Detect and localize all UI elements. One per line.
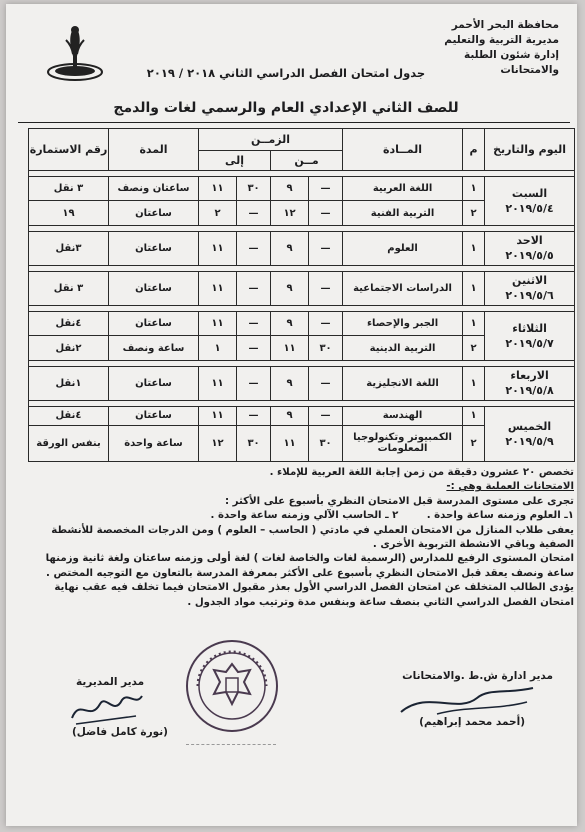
- duration-cell: ساعتان: [109, 366, 199, 400]
- col-header-num: م: [463, 129, 485, 171]
- from-min: —: [309, 366, 343, 400]
- from-min: ٣٠: [309, 336, 343, 360]
- table-row: [29, 271, 575, 305]
- to-min: —: [237, 271, 271, 305]
- subject-cell: الدراسات الاجتماعية: [343, 271, 463, 305]
- subject-cell: الجبر والإحصاء: [343, 311, 463, 335]
- subject-cell: اللغة الانجليزية: [343, 366, 463, 400]
- from-min: —: [309, 201, 343, 225]
- governorate-line: محافظة البحر الأحمر: [451, 19, 559, 31]
- form-cell: ٤نقل: [29, 311, 109, 335]
- duration-cell: ساعة واحدة: [109, 425, 199, 461]
- col-header-from: مــن: [271, 151, 343, 171]
- exam-schedule-table: [28, 128, 575, 462]
- col-header-duration: المدة: [109, 129, 199, 171]
- to-hr: ١٢: [199, 425, 237, 461]
- from-hr: ٩: [271, 271, 309, 305]
- signature-name-left: (نورة كامل فاضل): [72, 726, 168, 738]
- signature-scribble-right: [397, 684, 537, 720]
- row-num: ١: [463, 311, 485, 335]
- note-item: يؤدى الطالب المتخلف عن امتحان الفصل الدراسي الأول بعذر مقبول الامتحان فيما تخلف فيه عقب نهاية امتحان الفصل الدراسي الثاني بنصف ساعة وبنفس مدة وترتيب مواد الجدول .: [54, 582, 574, 608]
- from-hr: ١١: [271, 425, 309, 461]
- duration-cell: ساعتان: [109, 201, 199, 225]
- form-cell: ٣ نقل: [29, 177, 109, 201]
- from-hr: ٩: [271, 231, 309, 265]
- subject-cell: الكمبيوتر وتكنولوجيا المعلومات: [343, 425, 463, 461]
- signature-scribble-left: [66, 688, 146, 728]
- from-hr: ١١: [271, 336, 309, 360]
- duration-cell: ساعتان ونصف: [109, 177, 199, 201]
- to-min: —: [237, 366, 271, 400]
- class-title: للصف الثاني الإعدادي العام والرسمي لغات والدمج: [113, 100, 459, 116]
- signature-title-right: مدير ادارة ش.ط .والامتحانات: [402, 670, 553, 682]
- official-eagle-seal-icon: [184, 638, 280, 734]
- subject-cell: التربية الدينية: [343, 336, 463, 360]
- to-hr: ١: [199, 336, 237, 360]
- form-cell: ١نقل: [29, 366, 109, 400]
- to-hr: ١١: [199, 311, 237, 335]
- form-cell: بنفس الورقة: [29, 425, 109, 461]
- from-hr: ٩: [271, 406, 309, 425]
- row-num: ٢: [463, 201, 485, 225]
- to-hr: ١١: [199, 231, 237, 265]
- ministry-logo-icon: [46, 20, 104, 82]
- duration-cell: ساعتان: [109, 231, 199, 265]
- issuer-header: [409, 18, 559, 78]
- divider: [18, 122, 570, 123]
- note-item: تجرى على مستوى المدرسة قبل الامتحان النظري بأسبوع على الأكثر :: [225, 495, 574, 507]
- form-cell: ٣ نقل: [29, 271, 109, 305]
- directorate-line: مديرية التربية والتعليم: [444, 34, 559, 46]
- col-header-time: الزمــن: [199, 129, 343, 151]
- document-page: [6, 4, 577, 826]
- notes-section: [28, 466, 574, 610]
- table-row: [29, 177, 575, 201]
- from-hr: ٩: [271, 366, 309, 400]
- duration-cell: ساعة ونصف: [109, 336, 199, 360]
- form-cell: ٣نقل: [29, 231, 109, 265]
- from-hr: ٩: [271, 311, 309, 335]
- administration-line: إدارة شئون الطلبة والامتحانات: [463, 49, 559, 76]
- row-num: ٢: [463, 425, 485, 461]
- table-row: [29, 311, 575, 335]
- from-hr: ١٢: [271, 201, 309, 225]
- row-num: ١: [463, 366, 485, 400]
- to-min: —: [237, 336, 271, 360]
- row-num: ١: [463, 231, 485, 265]
- form-cell: ١٩: [29, 201, 109, 225]
- from-min: —: [309, 406, 343, 425]
- note-item: يعفى طلاب المنازل من الامتحان العملي في مادتي ( الحاسب – العلوم ) ومن الدرجات المخصصة للأنشطة الصفية وباقي الانشطة التربوية الأخرى .: [51, 524, 574, 551]
- note-item: ١ـ العلوم وزمنه ساعة واحدة . ٢ ـ الحاسب الآلي وزمنه ساعة واحدة .: [210, 510, 574, 522]
- signature-name-right: (أحمد محمد إبراهيم): [419, 716, 525, 728]
- to-min: —: [237, 311, 271, 335]
- to-min: —: [237, 231, 271, 265]
- col-header-subject: المــادة: [343, 129, 463, 171]
- col-header-day-date: اليوم والتاريخ: [485, 129, 575, 171]
- table-row: [29, 366, 575, 400]
- signature-title-left: مدير المديرية: [76, 676, 145, 688]
- subject-cell: اللغة العربية: [343, 177, 463, 201]
- to-min: —: [237, 201, 271, 225]
- to-min: ٣٠: [237, 177, 271, 201]
- subject-cell: العلوم: [343, 231, 463, 265]
- table-row: [29, 231, 575, 265]
- duration-cell: ساعتان: [109, 311, 199, 335]
- day-cell: السبت ٢٠١٩/٥/٤: [485, 177, 575, 226]
- row-num: ١: [463, 177, 485, 201]
- note-heading: الامتحانات العملية وهي :-: [446, 481, 574, 493]
- subject-cell: الهندسة: [343, 406, 463, 425]
- row-num: ١: [463, 406, 485, 425]
- day-cell: الخميس ٢٠١٩/٥/٩: [485, 406, 575, 461]
- from-min: —: [309, 177, 343, 201]
- col-header-form-no: رقم الاستمارة: [29, 129, 109, 171]
- to-hr: ٢: [199, 201, 237, 225]
- from-hr: ٩: [271, 177, 309, 201]
- table-row: [29, 406, 575, 425]
- from-min: —: [309, 311, 343, 335]
- subject-cell: التربية الفنية: [343, 201, 463, 225]
- from-min: —: [309, 231, 343, 265]
- from-min: ٣٠: [309, 425, 343, 461]
- row-num: ١: [463, 271, 485, 305]
- to-hr: ١١: [199, 366, 237, 400]
- col-header-to: إلى: [199, 151, 271, 171]
- faded-stamp: [186, 744, 276, 759]
- exam-title: جدول امتحان الفصل الدراسي الثاني ٢٠١٨ / ٢٠١٩: [146, 66, 426, 80]
- note-item: امتحان المستوى الرفيع للمدارس (الرسمية لغات والخاصة لغات ) لغة أولى وزمنه ساعتان ولغة ثانية وزمنها ساعة ونصف يعقد قبل الامتحان النظري بأسبوع على الأكثر بمعرفة المدرسة بالتعاون مع التوجيه المختص .: [45, 553, 574, 579]
- day-cell: الاحد ٢٠١٩/٥/٥: [485, 231, 575, 265]
- form-cell: ٢نقل: [29, 336, 109, 360]
- to-min: —: [237, 406, 271, 425]
- day-cell: الاربعاء ٢٠١٩/٥/٨: [485, 366, 575, 400]
- row-num: ٢: [463, 336, 485, 360]
- from-min: —: [309, 271, 343, 305]
- duration-cell: ساعتان: [109, 271, 199, 305]
- duration-cell: ساعتان: [109, 406, 199, 425]
- to-hr: ١١: [199, 406, 237, 425]
- day-cell: الثلاثاء ٢٠١٩/٥/٧: [485, 311, 575, 360]
- to-hr: ١١: [199, 177, 237, 201]
- day-cell: الاثنين ٢٠١٩/٥/٦: [485, 271, 575, 305]
- form-cell: ٤نقل: [29, 406, 109, 425]
- note-item: تخصص ٢٠ عشرون دقيقة من زمن إجابة اللغة العربية للإملاء .: [269, 467, 574, 478]
- to-min: ٣٠: [237, 425, 271, 461]
- to-hr: ١١: [199, 271, 237, 305]
